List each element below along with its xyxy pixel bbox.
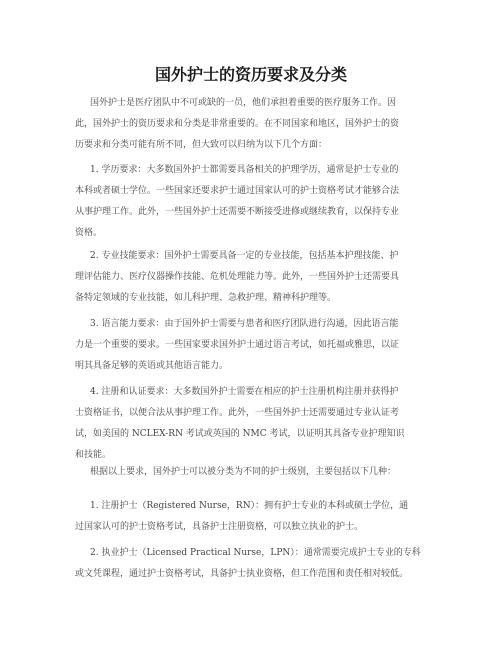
paragraph-line: 备特定领域的专业技能，如儿科护理、急救护理、精神科护理等。 [75,293,337,303]
paragraph-line: 4. 注册和认证要求：大多数国外护士需要在相应的护士注册机构注册并获得护 [90,387,399,397]
paragraph-line: 2. 专业技能要求：国外护士需要具备一定的专业技能，包括基本护理技能、护 [90,251,399,261]
paragraph-line: 过国家认可的护士资格考试，具备护士注册资格，可以独立执业的护士。 [75,522,364,532]
paragraph-line: 理评估能力、医疗仪器操作技能、危机处理能力等。此外，一些国外护士还需要具 [75,272,400,282]
paragraph-line: 试，如美国的 NCLEX-RN 考试或英国的 NMC 考试，以证明其具备专业护理知识 [75,429,405,439]
paragraph-line: 本科或者硕士学位。一些国家还要求护士通过国家认可的护士资格考试才能够合法 [75,186,400,196]
paragraph-line: 和技能。 [75,450,112,460]
paragraph-line: 力是一个重要的要求。一些国家要求国外护士通过语言考试，如托福或雅思，以证 [75,340,400,350]
paragraph-line: 或文凭课程，通过护士资格考试，具备护士执业资格，但工作范围和责任相对较低。 [75,569,409,579]
paragraph-line: 士资格证书，以便合法从事护理工作。此外，一些国外护士还需要通过专业认证考 [75,408,400,418]
paragraph-line: 1. 注册护士（Registered Nurse，RN）：拥有护士专业的本科或硕士学位，通 [90,501,409,511]
paragraph-line: 从事护理工作。此外，一些国外护士还需要不断接受进修或继续教育，以保持专业 [75,207,400,217]
paragraph-line: 根据以上要求，国外护士可以被分类为不同的护士级别，主要包括以下几种： [90,467,397,477]
paragraph-line: 3. 语言能力要求：由于国外护士需要与患者和医疗团队进行沟通，因此语言能 [90,319,399,329]
paragraph-line: 资格。 [75,228,103,238]
paragraph-line: 2. 执业护士（Licensed Practical Nurse，LPN）：通常需要完成护士专业的专科 [90,548,421,558]
paragraph-line: 明其具备足够的英语或其他语言能力。 [75,361,229,371]
page-title: 国外护士的资历要求及分类 [154,65,347,84]
paragraph-line: 此，国外护士的资历要求和分类是非常重要的。在不同国家和地区，国外护士的资 [75,119,400,129]
paragraph-line: 历要求和分类可能有所不同，但大致可以归纳为以下几个方面： [75,140,328,150]
paragraph-line: 国外护士是医疗团队中不可或缺的一员，他们承担着重要的医疗服务工作。因 [90,98,397,108]
paragraph-line: 1. 学历要求：大多数国外护士都需要具备相关的护理学历，通常是护士专业的 [90,165,399,175]
